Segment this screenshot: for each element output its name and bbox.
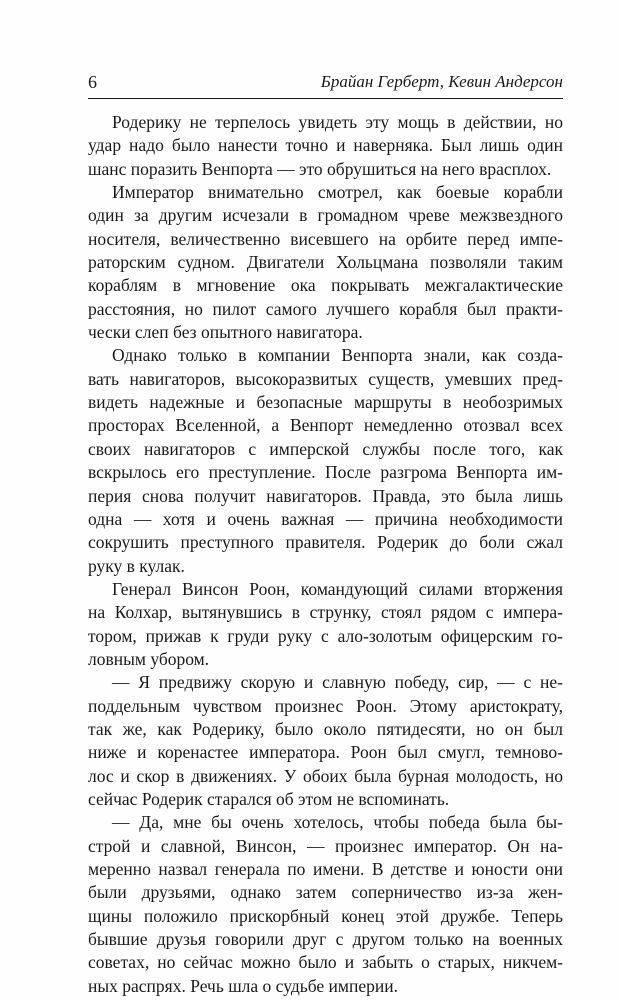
text-line: просторах Вселенной, а Венпорт немедленно отозвал всех [88,415,563,436]
body-text [88,111,563,998]
running-header [88,71,563,95]
text-line: одна — хотя и очень важная — причина необходимости [88,508,563,529]
text-line: Генерал Винсон Роон, командующий силами вторжения [112,578,563,599]
text-line: ловным убором. [88,648,210,669]
text-line: удар надо было нанести точно и наверняка. Был лишь один [88,135,563,156]
text-line: кораблям в мгновение ока покрывать межгалактические [88,275,563,296]
text-line: Император внимательно смотрел, как боевые корабли [112,182,563,203]
text-line: строй и славной, Винсон, — произнес император. Он на- [88,835,563,856]
text-line: Родерику не терпелось увидеть эту мощь в действии, но [112,112,563,132]
header-rule [88,98,563,99]
page-number: 6 [88,72,97,92]
text-line: сейчас Родерик старался об этом не вспоминать. [88,788,450,809]
text-line: лос и скор в движениях. У обоих была бурная молодость, но [88,765,563,786]
text-line: — Я предвижу скорую и славную победу, сир, — с не- [112,672,563,693]
text-line: Однако только в компании Венпорта знали, как созда- [112,345,563,366]
text-line: советах, но сейчас можно было и забыть о старых, никчем- [88,952,563,973]
text-line: перия снова получит навигаторов. Правда, это была лишь [88,485,563,506]
text-line: бывшие друзья говорили друг с другом только на военных [88,929,563,950]
text-line: ниже и коренастее императора. Роон был смугл, темново- [88,742,563,763]
paragraph [88,181,563,344]
text-line: были друзьями, однако затем соперничество из-за жен- [88,882,563,903]
text-line: — Да, мне бы очень хотелось, чтобы победа была бы- [112,812,563,833]
text-line: носителя, величественно висевшего на орбите перед импе- [88,228,563,249]
text-line: один за другим исчезали в громадном чреве межзвездного [88,205,563,226]
text-line: так же, как Родерику, было около пятидесяти, но он был [88,718,563,739]
paragraph [88,671,563,811]
text-line: поддельным чувством произнес Роон. Этому аристократу, [88,695,563,716]
text-line: тором, прижав к груди руку с ало-золотым офицерским го- [88,625,563,646]
text-line: ных распрях. Речь шла о судьбе империи. [88,975,398,996]
text-line: чески слеп без опытного навигатора. [88,322,363,343]
paragraph [88,111,563,181]
text-line: раторским судном. Двигатели Хольцмана позволяли таким [88,252,563,273]
text-line: видеть надежные и безопасные маршруты в необозримых [88,392,563,413]
text-line: вать навигаторов, высокоразвитых существ, умевших пред- [88,368,563,389]
text-line: на Колхар, вытянувшись в струнку, стоял рядом с импера- [88,602,563,623]
text-line: расстояния, но пилот самого лучшего корабля был практи- [88,298,563,319]
text-line: своих навигаторов с имперской службы после того, как [88,438,563,459]
paragraph [88,344,563,577]
text-line: сокрушить преступного правителя. Родерик до боли сжал [88,532,563,553]
text-line: меренно назвал генерала по имени. В детстве и юности они [88,859,563,879]
running-title: Брайан Герберт, Кевин Андерсон [320,72,563,91]
text-line: вскрылось его преступление. После разгрома Венпорта им- [88,462,563,483]
text-line: руку в кулак. [88,555,185,576]
text-line: шанс поразить Венпорта — это обрушиться на него врасплох. [88,158,552,179]
paragraph [88,578,563,671]
paragraph [88,811,563,998]
text-line: щины положило прискорбный конец этой дружбе. Теперь [88,905,563,926]
